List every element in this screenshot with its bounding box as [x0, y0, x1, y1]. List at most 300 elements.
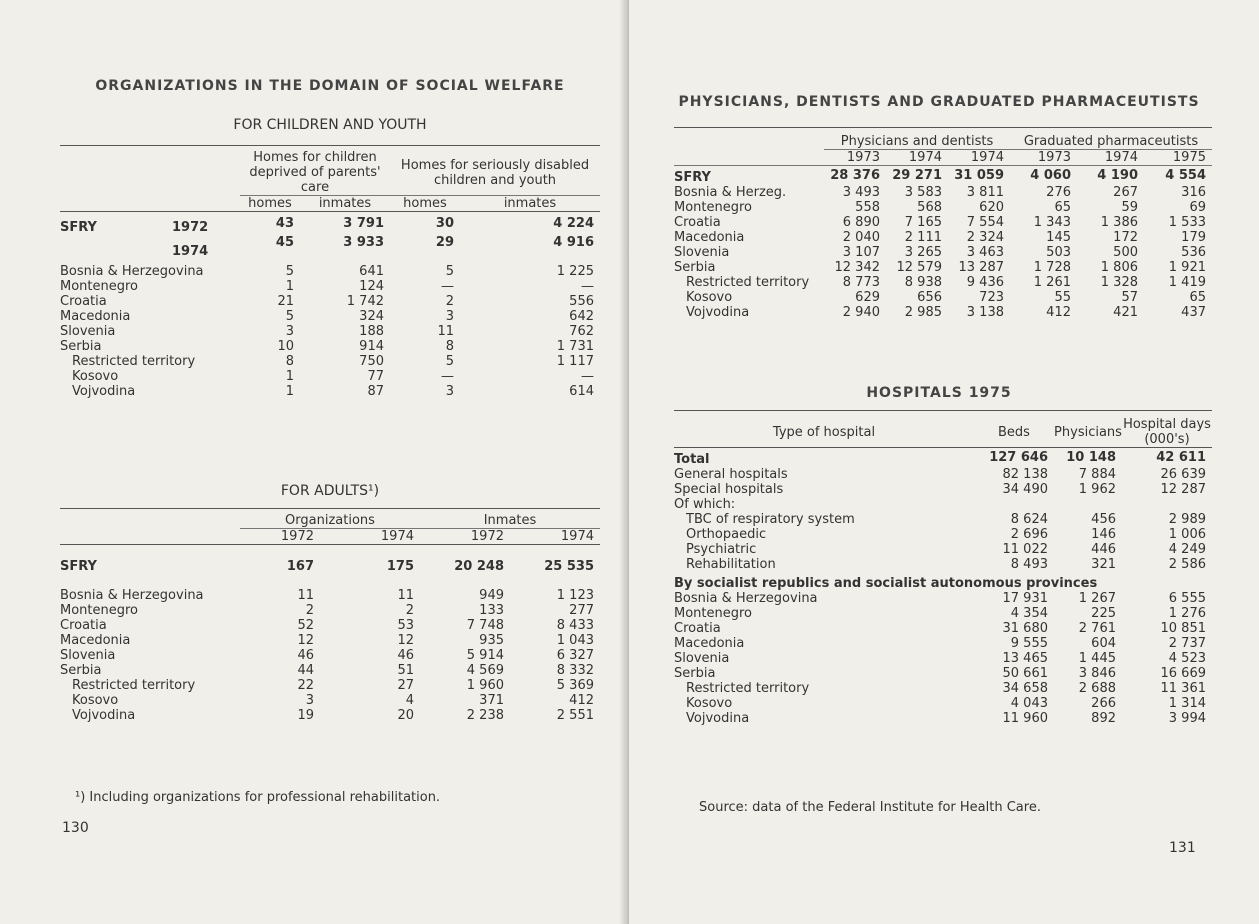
cell-value: 133: [479, 603, 504, 618]
cell-value: 2: [445, 294, 454, 309]
cell-value: 45: [275, 235, 294, 250]
page-number: 131: [1169, 840, 1196, 856]
cell-value: 8: [445, 339, 454, 354]
cell-value: 8: [285, 354, 294, 369]
cell-value: 20: [397, 708, 414, 723]
row-label: Slovenia: [674, 245, 730, 260]
cell-value: 12 342: [834, 260, 880, 275]
cell-value: 2 985: [904, 305, 942, 320]
cell-value: 65: [1054, 200, 1071, 215]
cell-value: 1 276: [1168, 606, 1206, 621]
cell-value: 29 271: [892, 168, 942, 183]
cell-value: 43: [275, 216, 294, 231]
row-label: Montenegro: [674, 200, 753, 215]
table-row: [60, 603, 600, 618]
cell-value: —: [581, 369, 594, 384]
cell-value: 53: [397, 618, 414, 633]
cell-value: 762: [569, 324, 594, 339]
cell-value: 437: [1181, 305, 1206, 320]
table-row: [674, 290, 1212, 305]
cell-value: 412: [569, 693, 594, 708]
table-row: [60, 309, 600, 324]
table-row: [674, 448, 1212, 468]
cell-value: 1 962: [1078, 482, 1116, 497]
cell-value: 175: [386, 559, 414, 574]
cell-value: 10 148: [1066, 450, 1116, 465]
table-row: [674, 591, 1212, 606]
table-row: [60, 354, 600, 369]
left-page-subtitle: FOR CHILDREN AND YOUTH: [233, 117, 427, 133]
cell-value: —: [581, 279, 594, 294]
cell-value: 77: [367, 369, 384, 384]
table-row: [60, 618, 600, 633]
cell-value: 656: [917, 290, 942, 305]
row-label: Rehabilitation: [686, 557, 776, 572]
cell-value: —: [441, 369, 454, 384]
cell-value: 30: [435, 216, 454, 231]
cell-value: 9 436: [966, 275, 1004, 290]
cell-value: 1 806: [1100, 260, 1138, 275]
cell-value: 3 846: [1078, 666, 1116, 681]
hospitals-table: [674, 410, 1212, 726]
cell-value: 10: [277, 339, 294, 354]
cell-value: 6 890: [842, 215, 880, 230]
col-year: 1974: [320, 529, 420, 545]
year-label: 1974: [172, 243, 209, 259]
cell-value: 892: [1091, 711, 1116, 726]
cell-value: 6 555: [1168, 591, 1206, 606]
cell-value: 2 696: [1010, 527, 1048, 542]
cell-value: 3 493: [842, 185, 880, 200]
row-label: Macedonia: [60, 633, 131, 648]
cell-value: 1 006: [1168, 527, 1206, 542]
cell-value: 556: [569, 294, 594, 309]
table-row: [674, 467, 1212, 482]
row-label: Serbia: [674, 260, 716, 275]
cell-value: 8 493: [1010, 557, 1048, 572]
cell-value: 6 327: [556, 648, 594, 663]
row-label: Croatia: [674, 215, 721, 230]
row-label: Psychiatric: [686, 542, 757, 557]
table-row: [674, 606, 1212, 621]
cell-value: 12: [397, 633, 414, 648]
cell-value: 52: [297, 618, 314, 633]
cell-value: 604: [1091, 636, 1116, 651]
cell-value: 500: [1113, 245, 1138, 260]
table-row: [60, 235, 600, 250]
cell-value: 2 737: [1168, 636, 1206, 651]
col-year: 1974: [1077, 150, 1144, 166]
table-row: [674, 527, 1212, 542]
cell-value: [974, 497, 1054, 512]
col-year: 1974: [948, 150, 1010, 166]
cell-value: 4 354: [1010, 606, 1048, 621]
table-row: [674, 651, 1212, 666]
cell-value: 8 773: [842, 275, 880, 290]
row-label: Slovenia: [60, 324, 116, 339]
row-label: Serbia: [60, 339, 102, 354]
row-label: Bosnia & Herzeg.: [674, 185, 787, 200]
cell-value: 1 328: [1100, 275, 1138, 290]
col-year: 1973: [824, 150, 886, 166]
cell-value: 3 107: [842, 245, 880, 260]
table-row: [60, 588, 600, 603]
table-row: [674, 215, 1212, 230]
left-page-title: ORGANIZATIONS IN THE DOMAIN OF SOCIAL WELFARE: [95, 78, 565, 94]
row-label: Kosovo: [686, 696, 733, 711]
cell-value: 1 921: [1168, 260, 1206, 275]
cell-value: 2: [405, 603, 414, 618]
cell-value: 3 138: [966, 305, 1004, 320]
row-label: Kosovo: [72, 369, 119, 384]
right-page: [629, 0, 1259, 924]
row-label: SFRY 1972: [60, 220, 209, 235]
cell-value: 2 238: [466, 708, 504, 723]
cell-value: 146: [1091, 527, 1116, 542]
cell-value: 11: [437, 324, 454, 339]
cell-value: 124: [359, 279, 384, 294]
cell-value: 11 022: [1002, 542, 1048, 557]
table-row: [60, 384, 600, 399]
table-row: [60, 294, 600, 309]
row-label: Restricted territory: [686, 681, 810, 696]
spacer-row: [60, 250, 600, 264]
col-homes: homes: [390, 196, 460, 212]
cell-value: 4 554: [1165, 168, 1206, 183]
cell-value: 2: [305, 603, 314, 618]
table-row: [60, 708, 600, 723]
cell-value: 3: [445, 384, 454, 399]
cell-value: 371: [479, 693, 504, 708]
cell-value: 34 490: [1002, 482, 1048, 497]
cell-value: 1 960: [466, 678, 504, 693]
cell-value: 50 661: [1002, 666, 1048, 681]
row-label: Montenegro: [60, 279, 139, 294]
cell-value: 55: [1054, 290, 1071, 305]
col-inmates: inmates: [300, 196, 390, 212]
cell-value: 568: [917, 200, 942, 215]
section-row: [674, 572, 1212, 591]
cell-value: 65: [1189, 290, 1206, 305]
cell-value: 723: [979, 290, 1004, 305]
cell-value: 1 225: [556, 264, 594, 279]
cell-value: 8 938: [904, 275, 942, 290]
cell-value: 1 731: [556, 339, 594, 354]
cell-value: 8 332: [556, 663, 594, 678]
row-label: Serbia: [60, 663, 102, 678]
year-label: 1972: [172, 220, 209, 235]
cell-value: 456: [1091, 512, 1116, 527]
cell-value: 10 851: [1160, 621, 1206, 636]
cell-value: 87: [367, 384, 384, 399]
cell-value: 2 111: [904, 230, 942, 245]
table-row: [60, 663, 600, 678]
cell-value: 7 884: [1078, 467, 1116, 482]
table-rule: [674, 127, 1212, 128]
cell-value: 3 265: [904, 245, 942, 260]
spacer: [60, 250, 240, 264]
row-label: Croatia: [60, 618, 107, 633]
row-label: Montenegro: [60, 603, 139, 618]
cell-value: 3: [445, 309, 454, 324]
spacer: [60, 529, 240, 545]
cell-value: 1 419: [1168, 275, 1206, 290]
table-row: [674, 621, 1212, 636]
cell-value: 44: [297, 663, 314, 678]
page-number: 130: [62, 820, 89, 836]
section-label: By socialist republics and socialist autonomous provinces: [674, 576, 1098, 591]
row-label: SFRY: [674, 170, 711, 185]
cell-value: 11 960: [1002, 711, 1048, 726]
table-row: [674, 260, 1212, 275]
cell-value: 2 940: [842, 305, 880, 320]
row-label: Bosnia & Herzegovina: [60, 588, 204, 603]
col-group-pharmaceutists: Graduated pharmaceutists: [1023, 134, 1199, 149]
cell-value: 3 933: [343, 235, 384, 250]
table-row: [60, 212, 600, 236]
table-row: [674, 245, 1212, 260]
cell-value: 316: [1181, 185, 1206, 200]
cell-value: [1054, 497, 1122, 512]
cell-value: 914: [359, 339, 384, 354]
cell-value: 558: [855, 200, 880, 215]
table-row: [60, 279, 600, 294]
cell-value: 7 554: [966, 215, 1004, 230]
table-row: [60, 339, 600, 354]
table-row: [674, 711, 1212, 726]
cell-value: 225: [1091, 606, 1116, 621]
cell-value: 2 551: [556, 708, 594, 723]
cell-value: 4 249: [1168, 542, 1206, 557]
cell-value: 446: [1091, 542, 1116, 557]
row-label: [60, 235, 240, 259]
table-row: [674, 557, 1212, 572]
cell-value: 1: [285, 279, 294, 294]
table-row: [674, 512, 1212, 527]
cell-value: 1 043: [556, 633, 594, 648]
row-label: Bosnia & Herzegovina: [60, 264, 204, 279]
cell-value: 4 224: [553, 216, 594, 231]
cell-value: 179: [1181, 230, 1206, 245]
col-beds: Beds: [998, 424, 1030, 440]
cell-value: 1 445: [1078, 651, 1116, 666]
cell-value: 17 931: [1002, 591, 1048, 606]
cell-value: 9 555: [1010, 636, 1048, 651]
footnote: ¹) Including organizations for professional rehabilitation.: [75, 790, 441, 805]
cell-value: 11: [397, 588, 414, 603]
adults-table: [60, 508, 600, 723]
table-row: [60, 369, 600, 384]
row-label: Restricted territory: [72, 678, 196, 693]
cell-value: 5 369: [556, 678, 594, 693]
row-label: Macedonia: [674, 230, 745, 245]
table-row: [60, 545, 600, 589]
cell-value: 11 361: [1160, 681, 1206, 696]
cell-value: 266: [1091, 696, 1116, 711]
cell-value: 31 059: [954, 168, 1004, 183]
cell-value: 1: [285, 384, 294, 399]
cell-value: 4 043: [1010, 696, 1048, 711]
left-page: [0, 0, 627, 924]
cell-value: 614: [569, 384, 594, 399]
col-group-disabled: Homes for seriously disabled children and youth: [400, 157, 590, 188]
cell-value: 1: [285, 369, 294, 384]
table-row: [674, 305, 1212, 320]
row-label: Macedonia: [60, 309, 131, 324]
cell-value: 16 669: [1160, 666, 1206, 681]
cell-value: 11: [297, 588, 314, 603]
cell-value: 277: [569, 603, 594, 618]
col-hospital-days: Hospital days (000's): [1123, 417, 1211, 447]
cell-value: 3 791: [343, 216, 384, 231]
row-label: Of which:: [674, 497, 736, 512]
col-year: 1972: [420, 529, 510, 545]
cell-value: 26 639: [1160, 467, 1206, 482]
cell-value: 1 343: [1033, 215, 1071, 230]
hospitals-title: HOSPITALS 1975: [866, 385, 1012, 401]
row-label: Restricted territory: [686, 275, 810, 290]
cell-value: 536: [1181, 245, 1206, 260]
cell-value: 51: [397, 663, 414, 678]
table-row: [674, 666, 1212, 681]
table-row: [674, 200, 1212, 215]
cell-value: 421: [1113, 305, 1138, 320]
table-row: [60, 633, 600, 648]
cell-value: 276: [1046, 185, 1071, 200]
row-label: Montenegro: [674, 606, 753, 621]
cell-value: 5: [445, 354, 454, 369]
cell-value: 4 523: [1168, 651, 1206, 666]
cell-value: 321: [1091, 557, 1116, 572]
row-label: Vojvodina: [72, 384, 136, 399]
table-row: [60, 648, 600, 663]
cell-value: 20 248: [454, 559, 504, 574]
col-group-physicians: Physicians and dentists: [840, 134, 994, 149]
row-label: Serbia: [674, 666, 716, 681]
right-page-title: PHYSICIANS, DENTISTS AND GRADUATED PHARMACEUTISTS: [678, 94, 1200, 110]
cell-value: 641: [359, 264, 384, 279]
table-row: [674, 497, 1212, 512]
cell-value: 324: [359, 309, 384, 324]
col-type-of-hospital: Type of hospital: [772, 424, 876, 440]
table-row: [674, 166, 1212, 186]
cell-value: 8 624: [1010, 512, 1048, 527]
cell-value: 267: [1113, 185, 1138, 200]
cell-value: 1 728: [1033, 260, 1071, 275]
cell-value: 27: [397, 678, 414, 693]
cell-value: 4: [405, 693, 414, 708]
cell-value: 949: [479, 588, 504, 603]
col-year: 1974: [510, 529, 600, 545]
cell-value: 620: [979, 200, 1004, 215]
adults-subtitle: FOR ADULTS¹): [280, 483, 380, 499]
cell-value: 4 060: [1030, 168, 1071, 183]
cell-value: 82 138: [1002, 467, 1048, 482]
row-label: Macedonia: [674, 636, 745, 651]
cell-value: 172: [1113, 230, 1138, 245]
col-organizations: Organizations: [285, 513, 375, 528]
cell-value: 642: [569, 309, 594, 324]
cell-value: 1 267: [1078, 591, 1116, 606]
cell-value: 3: [305, 693, 314, 708]
col-inmates: Inmates: [483, 513, 537, 528]
cell-value: 12 579: [896, 260, 942, 275]
row-label: Special hospitals: [674, 482, 784, 497]
physicians-table: [674, 134, 1212, 320]
row-label: TBC of respiratory system: [686, 512, 855, 527]
cell-value: 2 040: [842, 230, 880, 245]
cell-value: 34 658: [1002, 681, 1048, 696]
table-row: [60, 693, 600, 708]
col-year: 1975: [1144, 150, 1212, 166]
cell-value: 2 989: [1168, 512, 1206, 527]
cell-value: 3 463: [966, 245, 1004, 260]
cell-value: 1 533: [1168, 215, 1206, 230]
cell-value: 29: [435, 235, 454, 250]
row-label: Kosovo: [686, 290, 733, 305]
cell-value: 1 314: [1168, 696, 1206, 711]
cell-value: 69: [1189, 200, 1206, 215]
cell-value: 2 688: [1078, 681, 1116, 696]
row-label: Kosovo: [72, 693, 119, 708]
cell-value: 57: [1121, 290, 1138, 305]
row-label: Vojvodina: [686, 305, 750, 320]
cell-value: 1 117: [556, 354, 594, 369]
col-year: 1972: [240, 529, 320, 545]
table-row: [674, 185, 1212, 200]
cell-value: —: [441, 279, 454, 294]
row-label: General hospitals: [674, 467, 788, 482]
cell-value: [1122, 497, 1212, 512]
col-year: 1974: [886, 150, 948, 166]
cell-value: 3 994: [1168, 711, 1206, 726]
cell-value: 4 190: [1097, 168, 1138, 183]
cell-value: 28 376: [830, 168, 880, 183]
table-row: [674, 636, 1212, 651]
cell-value: 13 287: [958, 260, 1004, 275]
cell-value: 412: [1046, 305, 1071, 320]
col-physicians: Physicians: [1054, 424, 1122, 440]
row-label: Slovenia: [674, 651, 730, 666]
cell-value: 4 569: [466, 663, 504, 678]
table-row: [60, 264, 600, 279]
table-rule: [60, 145, 600, 146]
table-row: [674, 275, 1212, 290]
cell-value: 1 261: [1033, 275, 1071, 290]
table-row: [674, 230, 1212, 245]
table-row: [60, 324, 600, 339]
col-homes: homes: [240, 196, 300, 212]
cell-value: 5 914: [466, 648, 504, 663]
cell-value: 1 123: [556, 588, 594, 603]
row-label: Vojvodina: [686, 711, 750, 726]
row-label: Bosnia & Herzegovina: [674, 591, 818, 606]
col-inmates: inmates: [460, 196, 600, 212]
col-group-deprived: Homes for children deprived of parents' care: [249, 150, 381, 195]
cell-value: 188: [359, 324, 384, 339]
cell-value: 2 324: [966, 230, 1004, 245]
children-homes-table: [60, 150, 600, 399]
table-row: [674, 482, 1212, 497]
cell-value: 22: [297, 678, 314, 693]
cell-value: 3 811: [966, 185, 1004, 200]
cell-value: 12 287: [1160, 482, 1206, 497]
cell-value: 59: [1121, 200, 1138, 215]
cell-value: 1 386: [1100, 215, 1138, 230]
cell-value: 127 646: [989, 450, 1048, 465]
cell-value: 8 433: [556, 618, 594, 633]
cell-value: 3: [285, 324, 294, 339]
